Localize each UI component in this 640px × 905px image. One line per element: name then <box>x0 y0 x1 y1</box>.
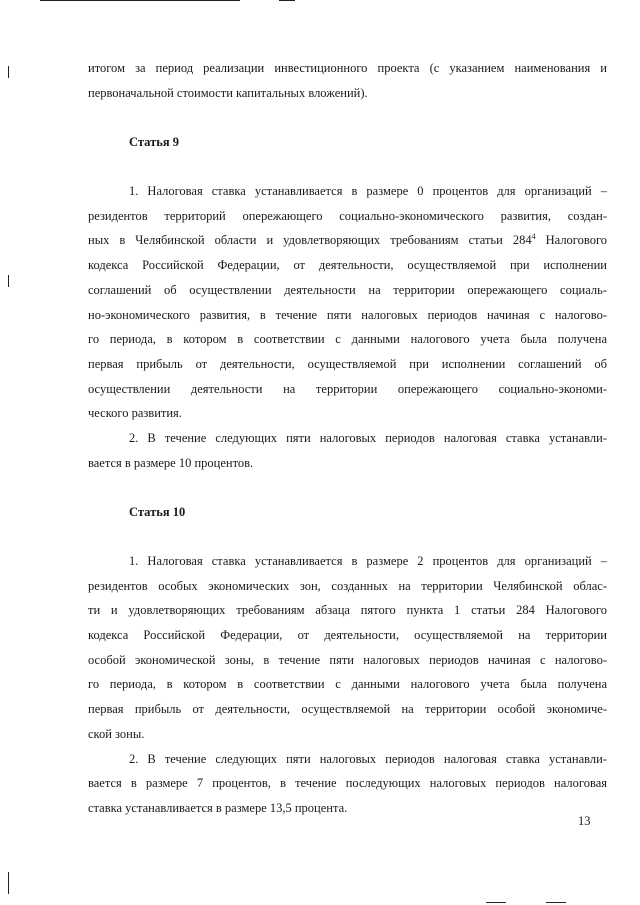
text-line: вается в размере 7 процентов, в течение последующих налоговых периодов налоговая <box>88 776 607 791</box>
text-line: кодекса Российской Федерации, от деятельности, осуществляемой при исполнении <box>88 258 607 273</box>
article-10-title: Статья 10 <box>129 505 186 520</box>
text-line: соглашений об осуществлении деятельности на территории опережающего социаль- <box>88 282 607 297</box>
document-page <box>88 56 607 821</box>
text-fragment: ных в Челябинской области и удовлетворяющих требованиям статьи 284 <box>88 233 532 248</box>
article-9-paragraph-2 <box>88 426 607 475</box>
scan-artifact-left-mark <box>8 872 9 894</box>
text-line: осуществлении деятельности на территории опережающего социально-экономи- <box>88 381 607 396</box>
scan-artifact-bottom-dash <box>546 902 566 903</box>
text-line: го периода, в котором в соответствии с данными налогового учета была получена <box>88 677 607 692</box>
text-line: первая прибыль от деятельности, осуществляемой на территории особой экономиче- <box>88 702 607 717</box>
scan-artifact-top-line <box>40 0 240 1</box>
text-line: ти и удовлетворяющих требованиям абзаца пятого пункта 1 статьи 284 Налогового <box>88 603 607 618</box>
text-line: резидентов территорий опережающего социально-экономического развития, создан- <box>88 208 607 223</box>
text-line: кодекса Российской Федерации, от деятельности, осуществляемой на территории <box>88 628 607 643</box>
text-line: ской зоны. <box>88 726 145 741</box>
text-line: ставка устанавливается в размере 13,5 процента. <box>88 800 348 815</box>
text-line: 1. Налоговая ставка устанавливается в размере 2 процентов для организаций – <box>129 554 607 568</box>
text-line: итогом за период реализации инвестиционного проекта (с указанием наименования и <box>88 61 607 75</box>
scan-artifact-left-mark <box>8 275 9 287</box>
scan-artifact-top-dash <box>279 0 295 1</box>
text-line <box>88 228 607 253</box>
scan-artifact-left-mark <box>8 66 9 78</box>
page-number: 13 <box>578 814 591 828</box>
text-line: 2. В течение следующих пяти налоговых периодов налоговая ставка устанавли- <box>129 751 607 766</box>
scan-artifact-bottom-dash <box>486 902 506 903</box>
text-line: первоначальной стоимости капитальных вложений). <box>88 85 368 100</box>
superscript: 4 <box>531 232 536 242</box>
article-9-paragraph-1 <box>88 179 607 426</box>
text-fragment: Налогового <box>535 233 608 248</box>
intro-paragraph <box>88 56 607 105</box>
article-9-title: Статья 9 <box>129 135 179 150</box>
text-line: го периода, в котором в соответствии с данными налогового учета была получена <box>88 332 607 347</box>
text-line: 1. Налоговая ставка устанавливается в размере 0 процентов для организаций – <box>129 184 607 199</box>
text-line: но-экономического развития, в течение пяти налоговых периодов начиная с налогово- <box>88 307 607 322</box>
article-10-paragraph-2 <box>88 747 607 821</box>
text-line: 2. В течение следующих пяти налоговых периодов налоговая ставка устанавли- <box>129 430 607 445</box>
text-line: резидентов особых экономических зон, созданных на территории Челябинской облас- <box>88 578 607 593</box>
article-10-paragraph-1 <box>88 549 607 747</box>
text-line: ческого развития. <box>88 406 182 421</box>
text-line: вается в размере 10 процентов. <box>88 455 254 470</box>
text-line: первая прибыль от деятельности, осуществляемой при исполнении соглашений об <box>88 356 607 371</box>
text-line: особой экономической зоны, в течение пяти налоговых периодов начиная с налогово- <box>88 652 607 667</box>
